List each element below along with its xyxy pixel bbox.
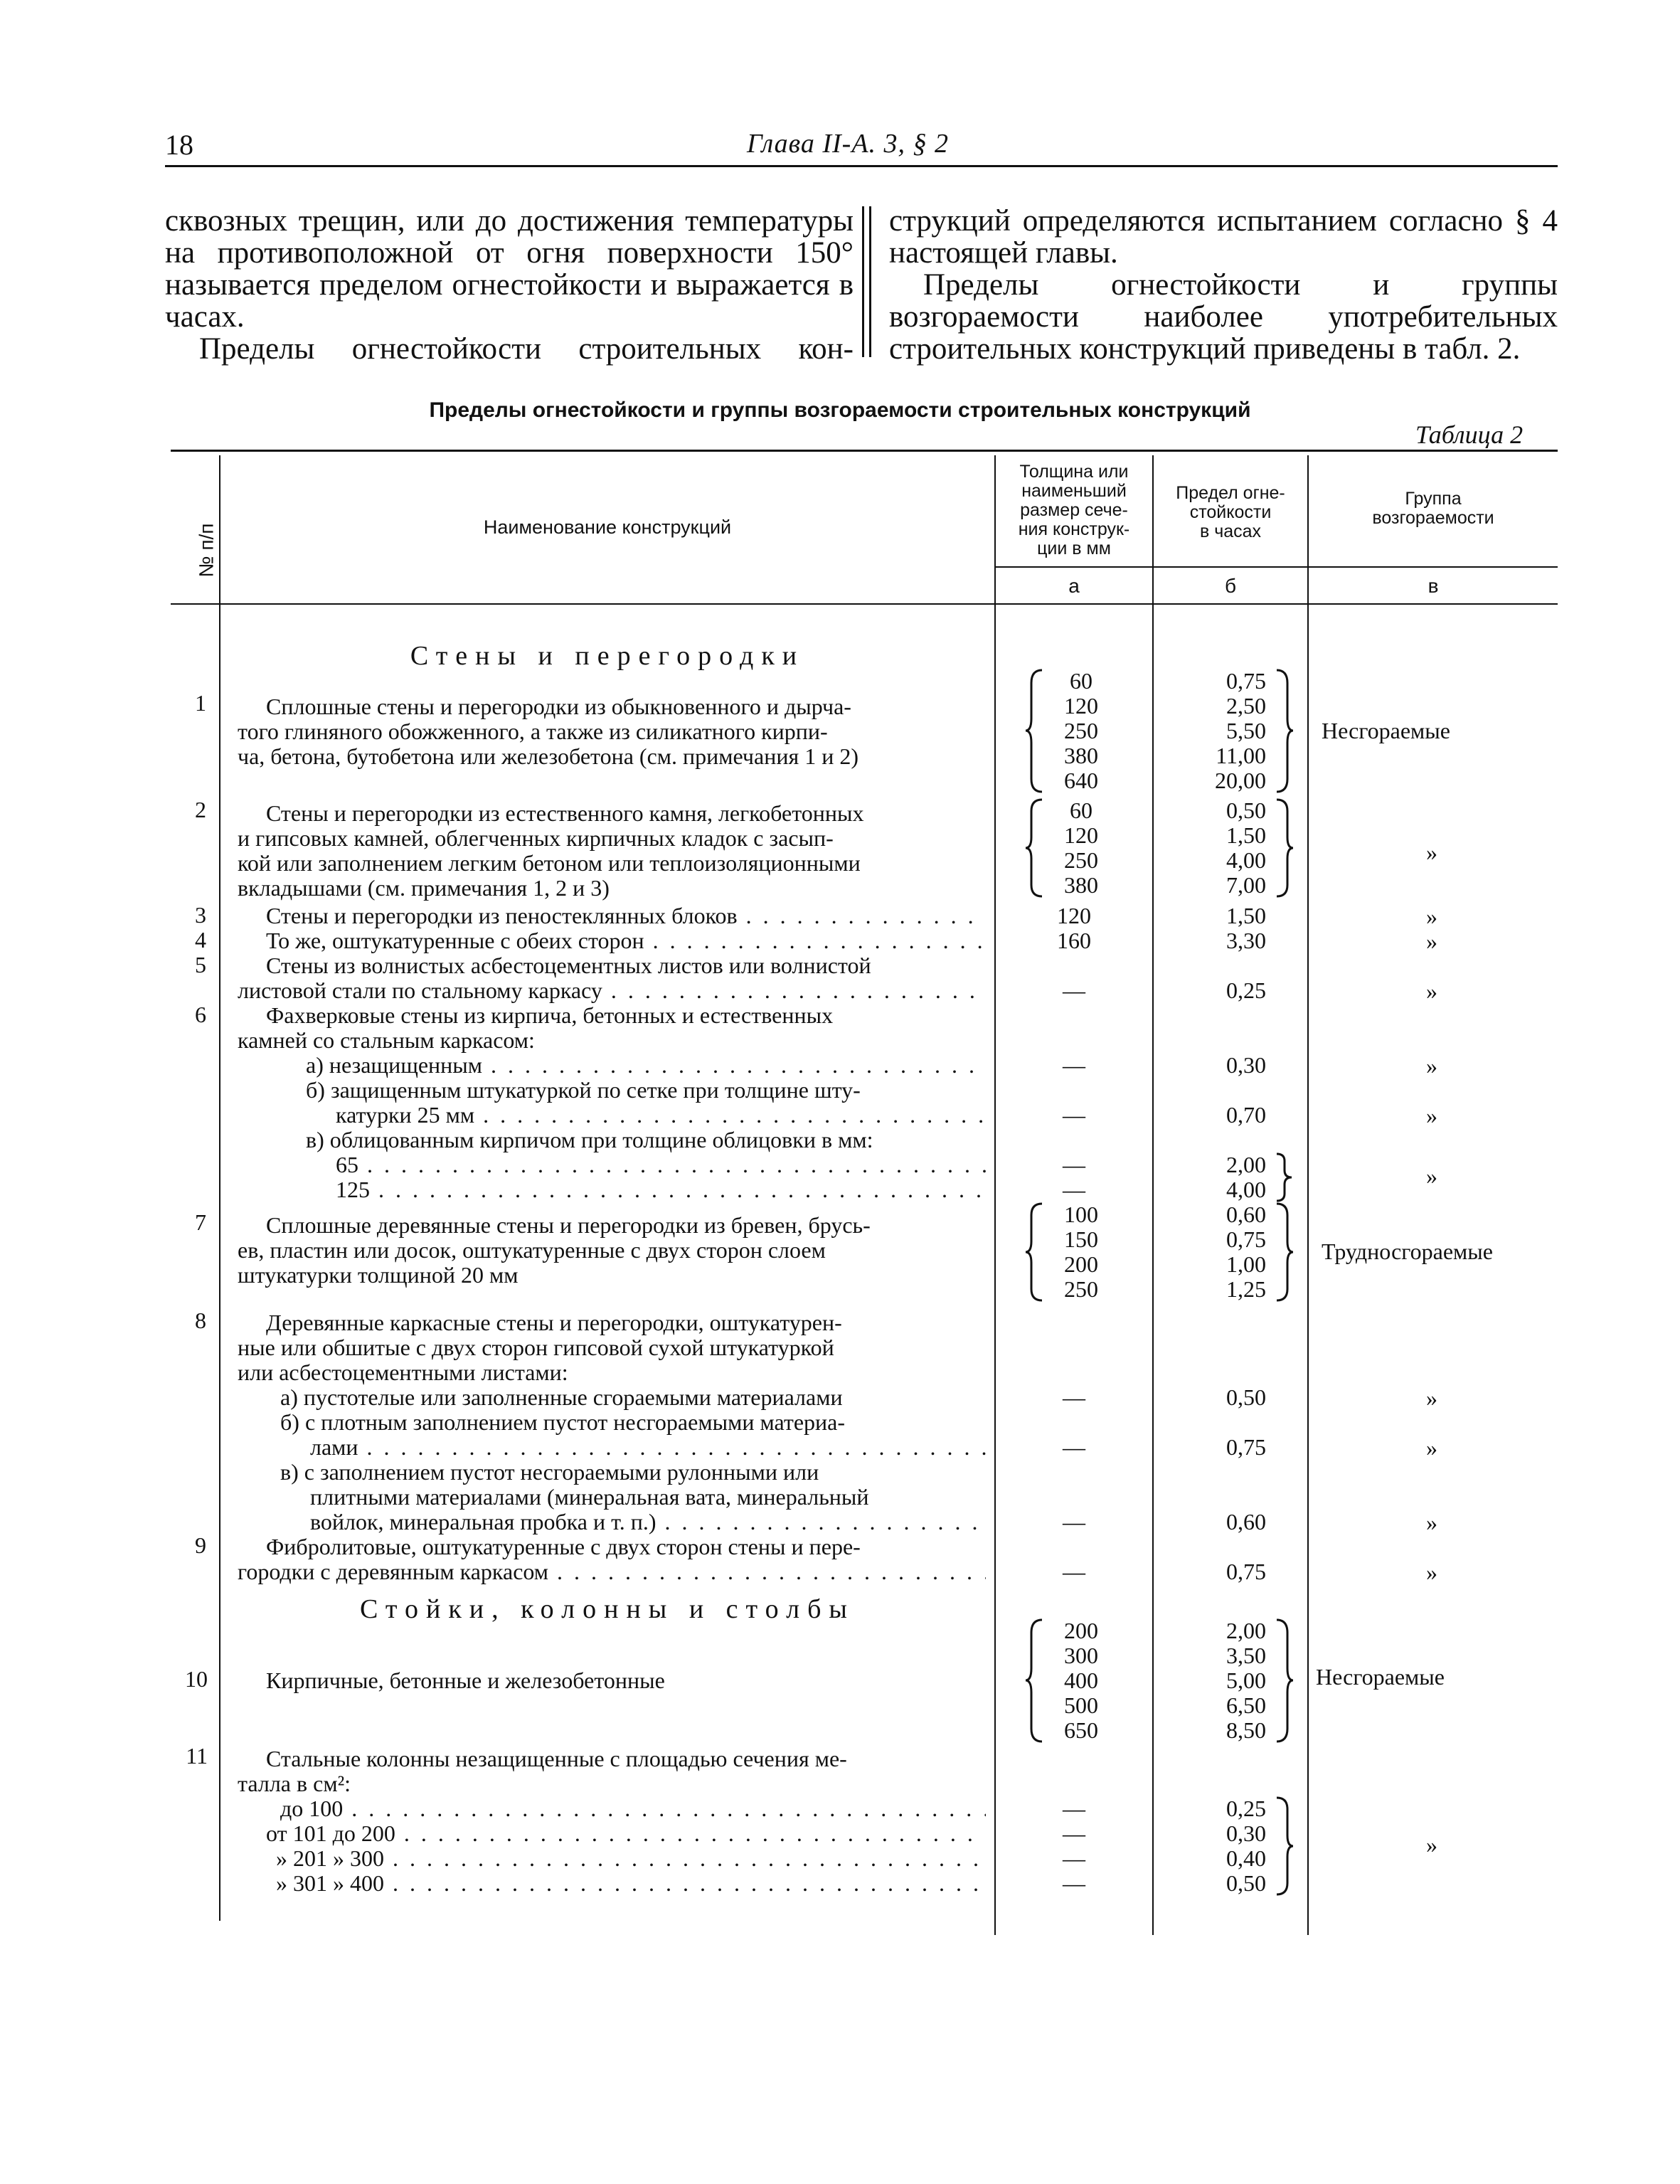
thickness-values bbox=[1046, 1202, 1117, 1302]
row-description bbox=[266, 1796, 986, 1896]
value: 200 bbox=[1064, 1618, 1098, 1643]
row-number: 7 bbox=[195, 1209, 206, 1235]
value: 1,50 bbox=[1226, 822, 1266, 848]
ditto-mark: » bbox=[1426, 1385, 1437, 1411]
row-number: 6 bbox=[195, 1002, 206, 1027]
limit-values bbox=[1195, 1618, 1266, 1743]
desc-line: от 101 до 200 . . . bbox=[266, 1821, 986, 1846]
desc-line: кой или заполнением легким бетоном или теплоизоляционными bbox=[238, 851, 861, 876]
right-brace-icon bbox=[1273, 798, 1294, 898]
ditto-mark: » bbox=[1426, 1510, 1437, 1535]
desc-line: и гипсовых камней, облегченных кирпичных кладок с засып- bbox=[238, 826, 834, 851]
value: 2,50 bbox=[1226, 693, 1266, 719]
right-brace-icon bbox=[1273, 1618, 1294, 1743]
ditto-mark: » bbox=[1426, 928, 1437, 954]
value: 500 bbox=[1064, 1692, 1098, 1718]
value: 120 bbox=[1064, 822, 1098, 848]
row-number: 10 bbox=[185, 1666, 208, 1692]
right-brace-icon bbox=[1273, 669, 1294, 793]
desc-line: в) с заполнением пустот несгораемыми рулонными или bbox=[280, 1460, 819, 1485]
desc-line: до 100 . . . bbox=[266, 1796, 986, 1821]
value: 4,00 bbox=[1226, 1177, 1266, 1202]
value: 11,00 bbox=[1216, 743, 1266, 768]
ditto-mark: » bbox=[1426, 1103, 1437, 1128]
value: — bbox=[1063, 1820, 1085, 1846]
desc-line: лами . . . bbox=[280, 1435, 986, 1460]
header-name: Наименование конструкций bbox=[483, 516, 732, 538]
left-text-column bbox=[165, 205, 854, 365]
col-line bbox=[994, 455, 996, 1935]
header-thickness bbox=[996, 462, 1152, 558]
desc-line: а) пустотелые или заполненные сгораемыми материалами bbox=[280, 1385, 843, 1410]
header-group bbox=[1309, 489, 1558, 528]
row-description bbox=[280, 1410, 986, 1460]
desc-line: То же, оштукатуренные с обеих сторон . . . bbox=[266, 928, 986, 953]
row-description bbox=[266, 903, 986, 928]
paragraph: сквозных трещин, или до достижения температуры на противоположной от огня поверхности 150° называется пределом огнестойкости и выражается в часах. bbox=[165, 204, 854, 334]
row-description bbox=[336, 1152, 986, 1202]
desc-line: ев, пластин или досок, оштукатуренные с двух сторон слоем bbox=[238, 1238, 826, 1263]
thickness-value: — bbox=[1063, 1559, 1085, 1584]
desc-line: катурки 25 мм . . . bbox=[306, 1103, 986, 1128]
table-caption: Пределы огнестойкости и группы возгораемости строительных конструкций bbox=[429, 398, 1251, 422]
value: 0,75 bbox=[1226, 1226, 1266, 1252]
desc-line: ные или обшитые с двух сторон гипсовой сухой штукатуркой bbox=[238, 1335, 834, 1360]
thickness-value: — bbox=[1063, 1052, 1085, 1078]
row-description bbox=[238, 1534, 986, 1584]
value: 0,25 bbox=[1226, 1796, 1266, 1821]
desc-line: штукатурки толщиной 20 мм bbox=[238, 1263, 519, 1288]
limit-value: 0,25 bbox=[1226, 977, 1266, 1003]
thickness-values bbox=[1038, 1796, 1110, 1896]
value: 60 bbox=[1070, 797, 1092, 823]
desc-line: войлок, минеральная пробка и т. п.) . . . bbox=[280, 1510, 986, 1534]
left-brace-icon bbox=[1024, 669, 1046, 793]
limit-value: 0,70 bbox=[1226, 1102, 1266, 1128]
header-num bbox=[171, 498, 219, 583]
value: 0,40 bbox=[1226, 1845, 1266, 1871]
row-number: 2 bbox=[195, 797, 206, 822]
right-brace-icon bbox=[1273, 1202, 1294, 1302]
ditto-mark: » bbox=[1426, 903, 1437, 929]
row-description bbox=[266, 1668, 986, 1693]
desc-line: Сплошные стены и перегородки из обыкновенного и дырча- bbox=[266, 694, 851, 719]
header-line: ния конструк- bbox=[1018, 519, 1130, 539]
section-title: Стойки, колонны и столбы bbox=[360, 1594, 855, 1624]
value: 7,00 bbox=[1226, 872, 1266, 898]
value: 380 bbox=[1064, 743, 1098, 768]
value: 20,00 bbox=[1215, 768, 1266, 793]
value: 0,50 bbox=[1226, 1870, 1266, 1896]
group-value: Несгораемые bbox=[1316, 1664, 1445, 1690]
limit-value: 3,30 bbox=[1226, 928, 1266, 953]
desc-line: вкладышами (см. примечания 1, 2 и 3) bbox=[238, 876, 610, 901]
paragraph: Пределы огнестойкости и группы возгораемости наиболее употребительных строительных конструкций приведены в табл. 2. bbox=[889, 268, 1558, 366]
right-text-column bbox=[889, 205, 1558, 365]
row-description bbox=[306, 1128, 986, 1152]
value: 3,50 bbox=[1226, 1643, 1266, 1668]
page-number: 18 bbox=[165, 129, 193, 161]
desc-line: листовой стали по стальному каркасу . . . bbox=[238, 978, 986, 1003]
desc-line: камней со стальным каркасом: bbox=[238, 1028, 535, 1053]
desc-line: в) облицованным кирпичом при толщине облицовки в мм: bbox=[306, 1128, 873, 1152]
desc-line: а) незащищенным . . . bbox=[306, 1053, 986, 1078]
left-brace-icon bbox=[1024, 798, 1046, 898]
thickness-values bbox=[1046, 669, 1117, 793]
col-line bbox=[1152, 455, 1154, 1935]
value: 120 bbox=[1064, 693, 1098, 719]
column-divider bbox=[869, 206, 871, 357]
desc-line: Фибролитовые, оштукатуренные с двух сторон стены и пере- bbox=[266, 1534, 861, 1559]
desc-line: Сплошные деревянные стены и перегородки из бревен, брусь- bbox=[266, 1213, 871, 1238]
row-number: 5 bbox=[195, 952, 206, 977]
desc-line: Стены и перегородки из пеностеклянных блоков . . . bbox=[266, 903, 986, 928]
row-number: 4 bbox=[195, 927, 206, 953]
ditto-mark: » bbox=[1426, 1163, 1437, 1189]
desc-line: Фахверковые стены из кирпича, бетонных и естественных bbox=[266, 1003, 834, 1028]
row-description bbox=[280, 1460, 986, 1534]
header-line: в часах bbox=[1199, 521, 1262, 541]
header-line: Предел огне- bbox=[1176, 483, 1285, 503]
desc-line: б) с плотным заполнением пустот несгораемыми материа- bbox=[280, 1410, 846, 1435]
header-line: Группа bbox=[1405, 489, 1462, 509]
limit-values bbox=[1195, 669, 1266, 793]
ditto-mark: » bbox=[1426, 1832, 1437, 1857]
value: 400 bbox=[1064, 1668, 1098, 1693]
letter-a: а bbox=[1068, 575, 1080, 597]
thickness-value: — bbox=[1063, 1384, 1085, 1410]
value: 380 bbox=[1064, 872, 1098, 898]
value: 5,50 bbox=[1226, 718, 1266, 743]
desc-line: » 201 » 300 . . . bbox=[266, 1846, 986, 1871]
desc-line: ча, бетона, бутобетона или железобетона (см. примечания 1 и 2) bbox=[238, 744, 858, 769]
value: — bbox=[1063, 1796, 1085, 1821]
value: 0,30 bbox=[1226, 1820, 1266, 1846]
thickness-values bbox=[1038, 1152, 1110, 1202]
letter-row-rule bbox=[994, 566, 1558, 568]
limit-value: 0,30 bbox=[1226, 1052, 1266, 1078]
value: 300 bbox=[1064, 1643, 1098, 1668]
thickness-value: 160 bbox=[1057, 928, 1091, 953]
desc-line: того глиняного обожженного, а также из силикатного кирпи- bbox=[238, 719, 828, 744]
row-description bbox=[238, 953, 986, 1003]
value: 150 bbox=[1064, 1226, 1098, 1252]
desc-line: плитными материалами (минеральная вата, минеральный bbox=[310, 1485, 869, 1510]
limit-values bbox=[1195, 1796, 1266, 1896]
letter-c: в bbox=[1428, 575, 1439, 597]
letter-b: б bbox=[1224, 575, 1237, 597]
value: 250 bbox=[1064, 847, 1098, 873]
desc-line: Деревянные каркасные стены и перегородки, оштукатурен- bbox=[266, 1310, 842, 1335]
value: 0,60 bbox=[1226, 1202, 1266, 1227]
chapter-title: Глава II-А. 3, § 2 bbox=[747, 129, 950, 159]
value: 650 bbox=[1064, 1717, 1098, 1743]
value: 0,75 bbox=[1226, 668, 1266, 694]
header-num-text: № п/п bbox=[195, 523, 218, 578]
value: — bbox=[1063, 1845, 1085, 1871]
row-number: 3 bbox=[195, 902, 206, 928]
value: 5,00 bbox=[1226, 1668, 1266, 1693]
row-number: 8 bbox=[195, 1308, 206, 1333]
row-description bbox=[238, 694, 986, 769]
thickness-values bbox=[1046, 1618, 1117, 1743]
value: 250 bbox=[1064, 718, 1098, 743]
header-rule bbox=[165, 165, 1558, 167]
row-description bbox=[266, 928, 986, 953]
desc-line: или асбестоцементными листами: bbox=[238, 1360, 568, 1385]
thickness-value: — bbox=[1063, 1102, 1085, 1128]
row-description bbox=[306, 1078, 986, 1128]
value: 8,50 bbox=[1226, 1717, 1266, 1743]
value: — bbox=[1063, 1870, 1085, 1896]
desc-line: 125 . . . bbox=[336, 1177, 986, 1202]
value: 4,00 bbox=[1226, 847, 1266, 873]
row-description bbox=[238, 1213, 986, 1288]
col-line bbox=[1307, 455, 1309, 1935]
header-line: наименьший bbox=[1021, 481, 1127, 501]
ditto-mark: » bbox=[1426, 978, 1437, 1004]
row-description bbox=[238, 1746, 986, 1796]
row-number: 11 bbox=[186, 1743, 208, 1769]
row-description bbox=[238, 801, 986, 901]
limit-values bbox=[1195, 798, 1266, 898]
header-limit bbox=[1154, 484, 1307, 541]
value: 2,00 bbox=[1226, 1618, 1266, 1643]
limit-value: 0,60 bbox=[1226, 1509, 1266, 1534]
row-description bbox=[238, 1310, 986, 1385]
row-number: 1 bbox=[195, 690, 206, 716]
limit-value: 0,50 bbox=[1226, 1384, 1266, 1410]
section-title: Стены и перегородки bbox=[410, 641, 805, 671]
value: 250 bbox=[1064, 1276, 1098, 1302]
desc-line: городки с деревянным каркасом . . . bbox=[238, 1559, 986, 1584]
paragraph: Пределы огнестойкости строительных кон- bbox=[199, 332, 854, 366]
header-line: ции в мм bbox=[1037, 539, 1111, 558]
header-line: стойкости bbox=[1189, 502, 1272, 522]
table-top-rule bbox=[171, 450, 1558, 452]
thickness-value: — bbox=[1063, 1434, 1085, 1460]
row-number: 9 bbox=[195, 1532, 206, 1558]
value: 1,00 bbox=[1226, 1251, 1266, 1277]
group-value: Трудносгораемые bbox=[1322, 1239, 1493, 1264]
limit-values bbox=[1195, 1152, 1266, 1202]
value: 100 bbox=[1064, 1202, 1098, 1227]
value: 6,50 bbox=[1226, 1692, 1266, 1718]
value: 640 bbox=[1064, 768, 1098, 793]
paragraph: струкций определяются испытанием согласно § 4 настоящей главы. bbox=[889, 204, 1558, 270]
header-line: возгораемости bbox=[1372, 508, 1494, 528]
left-brace-icon bbox=[1024, 1202, 1046, 1302]
header-line: размер сече- bbox=[1020, 500, 1128, 520]
row-description bbox=[306, 1053, 986, 1078]
desc-line: Стены и перегородки из естественного камня, легкобетонных bbox=[266, 801, 864, 826]
thickness-value: — bbox=[1063, 1509, 1085, 1534]
col-line bbox=[219, 455, 220, 1921]
table-label: Таблица 2 bbox=[1415, 420, 1524, 449]
ditto-mark: » bbox=[1426, 839, 1437, 865]
column-divider bbox=[862, 206, 864, 357]
desc-line: » 301 » 400 . . . bbox=[266, 1871, 986, 1896]
value: 2,00 bbox=[1226, 1152, 1266, 1177]
right-brace-icon bbox=[1273, 1796, 1294, 1896]
limit-value: 0,75 bbox=[1226, 1559, 1266, 1584]
desc-line: Кирпичные, бетонные и железобетонные bbox=[266, 1668, 665, 1693]
thickness-values bbox=[1046, 798, 1117, 898]
limit-value: 0,75 bbox=[1226, 1434, 1266, 1460]
value: 1,25 bbox=[1226, 1276, 1266, 1302]
table-header-rule bbox=[171, 603, 1558, 605]
value: — bbox=[1063, 1152, 1085, 1177]
row-description bbox=[238, 1003, 986, 1053]
desc-line: 65 . . . bbox=[336, 1152, 986, 1177]
limit-value: 1,50 bbox=[1226, 903, 1266, 928]
desc-line: Стены из волнистых асбестоцементных листов или волнистой bbox=[266, 953, 871, 978]
thickness-value: 120 bbox=[1057, 903, 1091, 928]
value: — bbox=[1063, 1177, 1085, 1202]
right-brace-icon bbox=[1273, 1152, 1294, 1202]
value: 60 bbox=[1070, 668, 1092, 694]
desc-line: Стальные колонны незащищенные с площадью сечения ме- bbox=[266, 1746, 847, 1771]
header-line: Толщина или bbox=[1019, 462, 1129, 482]
ditto-mark: » bbox=[1426, 1435, 1437, 1461]
value: 200 bbox=[1064, 1251, 1098, 1277]
left-brace-icon bbox=[1024, 1618, 1046, 1743]
ditto-mark: » bbox=[1426, 1559, 1437, 1585]
ditto-mark: » bbox=[1426, 1053, 1437, 1078]
desc-line: талла в см²: bbox=[238, 1771, 351, 1796]
desc-line: б) защищенным штукатуркой по сетке при толщине шту- bbox=[306, 1078, 861, 1103]
thickness-value: — bbox=[1063, 977, 1085, 1003]
value: 0,50 bbox=[1226, 797, 1266, 823]
limit-values bbox=[1195, 1202, 1266, 1302]
row-description bbox=[280, 1385, 986, 1410]
group-value: Несгораемые bbox=[1322, 718, 1450, 743]
